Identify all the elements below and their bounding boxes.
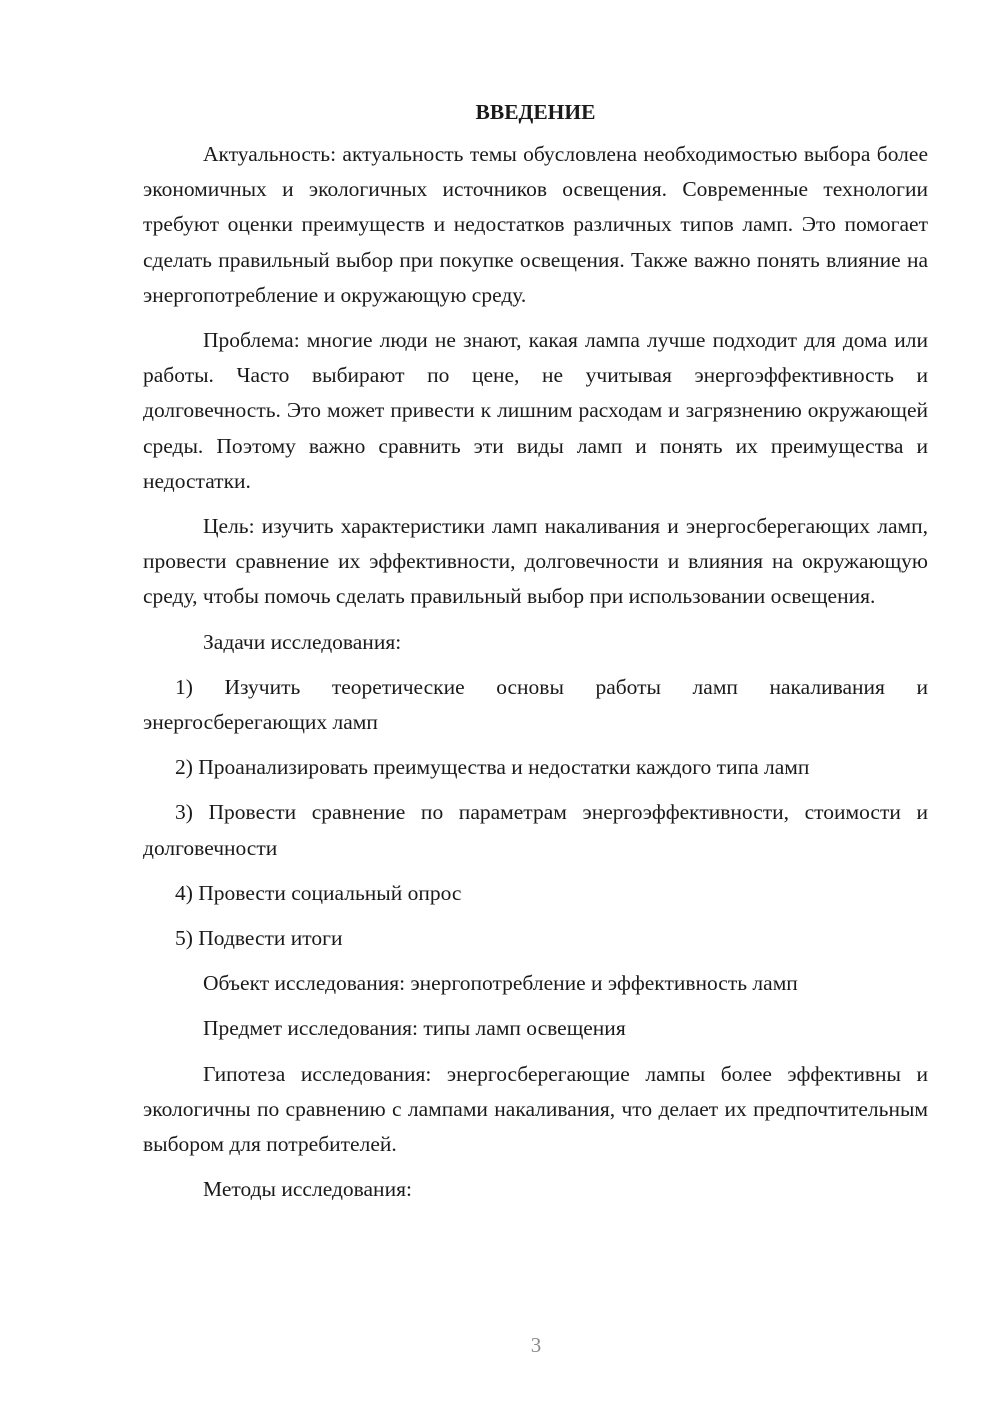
paragraph-subject: Предмет исследования: типы ламп освещения <box>203 1016 626 1041</box>
methods-heading: Методы исследования: <box>203 1177 412 1202</box>
tasks-heading: Задачи исследования: <box>203 629 402 654</box>
page-number: 3 <box>530 1333 542 1357</box>
paragraph-hypothesis: Гипотеза исследования: энергосберегающие лампы более эффективны и экологичны по сравнению с лампами накаливания, что делает их предпочтительным выбором для потребителей. <box>143 1061 928 1157</box>
task-item: 5) Подвести итоги <box>175 926 343 951</box>
paragraph-relevance: Актуальность: актуальность темы обусловлена необходимостью выбора более экономичных и экологичных источников освещения. Современные технологии требуют оценки преимуществ и недостатков различных типов ламп. Это помогает сделать правильный выбор при покупке освещения. Также важно понять влияние на энергопотребление и окружающую среду. <box>143 142 928 307</box>
task-item: 3) Провести сравнение по параметрам энергоэффективности, стоимости и долговечности <box>143 800 928 860</box>
paragraph-problem: Проблема: многие люди не знают, какая лампа лучше подходит для дома или работы. Часто выбирают по цене, не учитывая энергоэффективность и долговечность. Это может привести к лишним расходам и загрязнению окружающей среды. Поэтому важно сравнить эти виды ламп и понять их преимущества и недостатки. <box>143 328 928 493</box>
task-item: 4) Провести социальный опрос <box>175 880 462 905</box>
document-body <box>143 96 928 1217</box>
task-item: 1) Изучить теоретические основы работы ламп накаливания и энергосберегающих ламп <box>143 674 928 735</box>
paragraph-goal: Цель: изучить характеристики ламп накаливания и энергосберегающих ламп, провести сравнение их эффективности, долговечности и влияния на окружающую среду, чтобы помочь сделать правильный выбор при использовании освещения. <box>143 514 928 609</box>
section-title: ВВЕДЕНИЕ <box>475 100 596 124</box>
paragraph-object: Объект исследования: энергопотребление и эффективность ламп <box>203 971 798 996</box>
task-item: 2) Проанализировать преимущества и недостатки каждого типа ламп <box>175 755 810 780</box>
